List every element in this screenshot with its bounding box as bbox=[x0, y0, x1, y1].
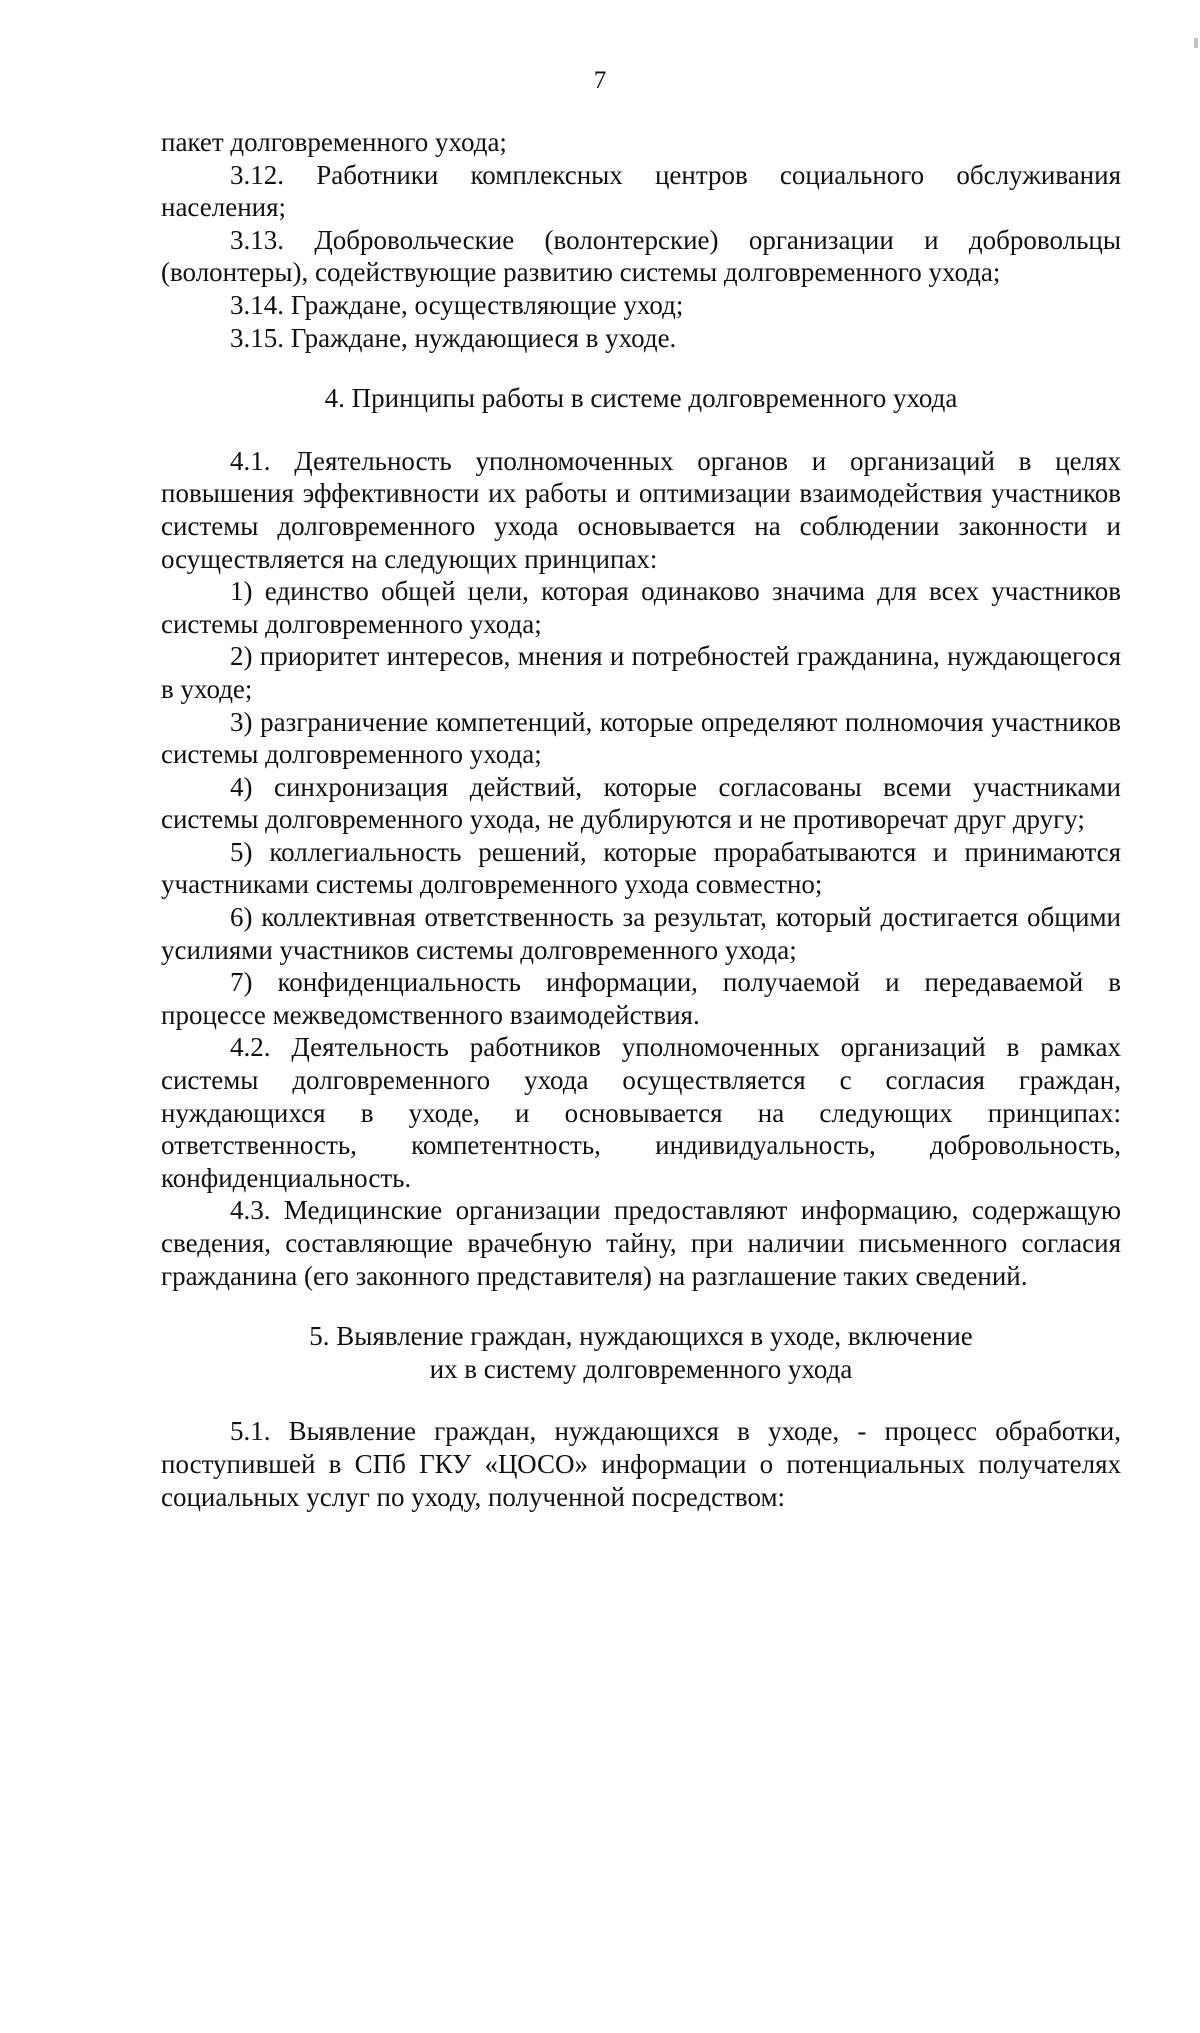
paragraph-4-3: 4.3. Медицинские организации предоставляют информацию, содержащую сведения, составляющие врачебную тайну, при наличии письменного согласия гражданина (его законного представителя) на разглашение таких сведений. bbox=[161, 1195, 1121, 1291]
section-4-heading bbox=[161, 382, 1121, 415]
paragraph-5-1: 5.1. Выявление граждан, нуждающихся в уходе, - процесс обработки, поступившей в СПб ГКУ «ЦОСО» информации о потенциальных получателях социальных услуг по уходу, полученной посредством: bbox=[161, 1416, 1121, 1512]
paragraph-4-1: 4.1. Деятельность уполномоченных органов и организаций в целях повышения эффективности их работы и оптимизации взаимодействия участников системы долговременного ухода основывается на соблюдении законности и осуществляется на следующих принципах: bbox=[161, 445, 1121, 574]
principle-6: 6) коллективная ответственность за результат, который достигается общими усилиями участников системы долговременного ухода; bbox=[161, 902, 1121, 965]
paragraph-3-13: 3.13. Добровольческие (волонтерские) организации и добровольцы (волонтеры), содействующие развитию системы долговременного ухода; bbox=[161, 224, 1121, 288]
principle-4: 4) синхронизация действий, которые согласованы всеми участниками системы долговременного ухода, не дублируются и не противоречат друг другу; bbox=[161, 771, 1121, 835]
principle-2: 2) приоритет интересов, мнения и потребностей гражданина, нуждающегося в уходе; bbox=[161, 641, 1121, 704]
scan-edge-mark bbox=[1194, 38, 1198, 48]
principle-5: 5) коллегиальность решений, которые прорабатываются и принимаются участниками системы долговременного ухода совместно; bbox=[161, 836, 1121, 900]
document-body bbox=[161, 126, 1121, 1513]
paragraph-3-12: 3.12. Работники комплексных центров социального обслуживания населения; bbox=[161, 159, 1121, 223]
principle-1: 1) единство общей цели, которая одинаково значима для всех участников системы долговременного ухода; bbox=[161, 576, 1121, 639]
paragraph-4-2: 4.2. Деятельность работников уполномоченных организаций в рамках системы долговременного ухода осуществляется с согласия граждан, нуждающихся в уходе, и основывается на следующих принципах: ответственность, компетентность, индивидуальность, добровольность, конфиденциальность. bbox=[161, 1032, 1121, 1193]
paragraph-3-14: 3.14. Граждане, осуществляющие уход; bbox=[230, 289, 684, 320]
section-5-title-line-1: 5. Выявление граждан, нуждающихся в уходе, включение bbox=[309, 1321, 973, 1352]
section-5-title-line-2: их в систему долговременного ухода bbox=[429, 1353, 853, 1384]
principle-3: 3) разграничение компетенций, которые определяют полномочия участников системы долговременного ухода; bbox=[161, 706, 1121, 770]
section-4-title: 4. Принципы работы в системе долговременного ухода bbox=[324, 383, 958, 414]
paragraph-3-15: 3.15. Граждане, нуждающиеся в уходе. bbox=[230, 322, 677, 353]
principle-7: 7) конфиденциальность информации, получаемой и передаваемой в процессе межведомственного взаимодействия. bbox=[161, 967, 1121, 1030]
section-5-heading bbox=[161, 1320, 1121, 1385]
paragraph-continuation: пакет долговременного ухода; bbox=[161, 127, 507, 157]
page-number: 7 bbox=[593, 67, 607, 94]
